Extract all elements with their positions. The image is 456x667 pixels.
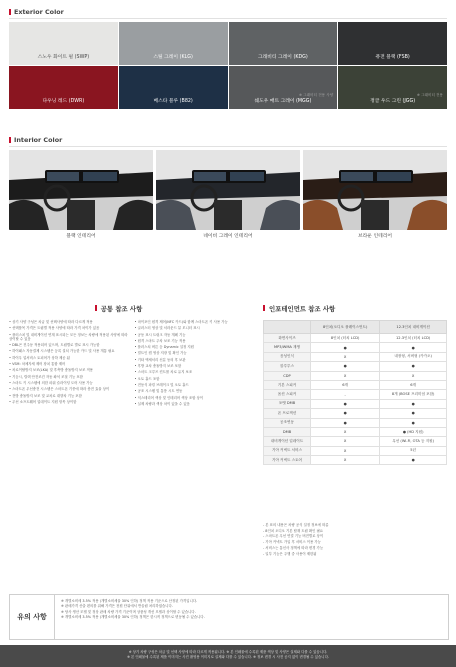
table-row bbox=[264, 380, 447, 389]
caution-box bbox=[9, 594, 449, 640]
color-swatch bbox=[229, 66, 338, 109]
table-row bbox=[264, 456, 447, 465]
color-swatch bbox=[338, 22, 447, 65]
table-cell: ● bbox=[380, 343, 447, 352]
table-cell: ● bbox=[311, 343, 380, 352]
table-cell: 5년 bbox=[380, 446, 447, 455]
table-cell: 12.3인치 (터치 LCD) bbox=[380, 334, 447, 343]
interior-gallery bbox=[9, 150, 447, 242]
table-cell: ● bbox=[311, 362, 380, 371]
table-note-line: - 서비스는 통신사 정책에 따라 변경 가능 bbox=[263, 545, 324, 550]
table-header: 8인치(오디오 플레이스먼트) bbox=[311, 321, 380, 334]
footer-line: ※ 상기 차량 구성은 차급 및 선택 사양에 따라 다르게 적용됩니다. ※ 본 인쇄물에 수록된 제품 색상 및 사양은 실제와 다를 수 있습니다. bbox=[128, 650, 328, 654]
row-label: 기아 커넥트 스토어 bbox=[264, 456, 311, 465]
infotainment-title: 인포테인먼트 참조 사항 bbox=[269, 304, 336, 313]
note-line: • 스마트폰 무선충전 시스템은 스마트폰 기종에 따라 충전 효율 상이 bbox=[9, 387, 110, 392]
table-cell: ● bbox=[380, 409, 447, 418]
table-note-line: - 8인치 오디오 기본 탑재 트림 확인 필요 bbox=[263, 528, 324, 533]
table-cell: ● bbox=[380, 456, 447, 465]
table-note-line: - 본 표의 내용은 차량 공식 설정 정보에 따름 bbox=[263, 523, 329, 527]
table-note-line: - 스마트폰 무선 연결 기능 버전별로 상이 bbox=[263, 534, 324, 539]
table-cell: - bbox=[311, 390, 380, 399]
section-marker bbox=[263, 305, 265, 311]
row-label: DMB bbox=[264, 427, 311, 436]
notes-left-column bbox=[9, 320, 131, 582]
table-cell: X bbox=[311, 446, 380, 455]
note-line: • 마이포인 원격 제어(NFC 카드)와 함께 스마트폰 키 사용 가능 bbox=[134, 320, 228, 324]
swatch-label: 스노우 화이트 펄 (SWP) bbox=[37, 55, 90, 60]
swatch-label: 다우닝 레드 (DWR) bbox=[42, 99, 85, 104]
note-line: • 기둥시, 릴렉 안전조건 자동 좌석 조절 기능 포함 bbox=[9, 374, 83, 379]
swatch-note: ※ 그래비티 전용 bbox=[416, 93, 443, 97]
color-swatch bbox=[9, 22, 118, 65]
note-line: • 플러스치 및 내비게이션 연계 표시되는 모든 정보는 차량에 적용된 사양에 따라 상이할 수 있음 bbox=[9, 332, 128, 341]
table-cell: ● bbox=[311, 399, 380, 408]
notes-columns bbox=[9, 320, 256, 582]
caution-line: ※ 개별소비세 3.5% 적용 (개별소비세율 30% 인하) 정책 적용 기준으로 산정된 가격입니다. bbox=[61, 599, 198, 603]
note-line: • 상기 사양 구성은 차급 및 선택사양에 따라 다르게 적용 bbox=[9, 320, 93, 324]
notes-heading bbox=[9, 300, 228, 316]
swatch-label: 스틸 그레이 (KLG) bbox=[153, 55, 193, 60]
note-line: • 하이패스 자동결제 시스템은 등록 설치 가능한 카드 및 사용 개통 필요 bbox=[9, 349, 115, 354]
note-line: • 하이우 업서비스 토피어가 상하 제공 됨 bbox=[9, 355, 70, 360]
section-marker bbox=[9, 137, 11, 143]
table-row bbox=[264, 343, 447, 352]
table-row bbox=[264, 371, 447, 380]
table-row bbox=[264, 399, 447, 408]
infotainment-table bbox=[263, 320, 447, 465]
table-row bbox=[264, 409, 447, 418]
note-line: • 후방 교차 충돌방지 보조 포함 bbox=[134, 364, 182, 369]
interior-photo bbox=[156, 150, 300, 230]
color-swatch bbox=[338, 66, 447, 109]
table-cell: X bbox=[311, 427, 380, 436]
row-label: 기아 커넥트 서비스 bbox=[264, 446, 311, 455]
note-line: • 공동 표시 트렁크 자동 개폐 기능 bbox=[134, 332, 186, 337]
row-label: CDP bbox=[264, 371, 311, 380]
table-cell: 8인치 (터치 LCD) bbox=[311, 334, 380, 343]
note-line: • 플러스치 버튼 등 Dynamic 설정 지원 bbox=[134, 345, 194, 350]
swatch-label: 그래비티 그레이 (KDG) bbox=[257, 55, 308, 60]
caution-body bbox=[55, 595, 448, 639]
footer-bar bbox=[0, 645, 456, 667]
table-note-line: - 일부 기능은 주행 중 사용이 제한됨 bbox=[263, 551, 317, 556]
interior-photo bbox=[9, 150, 153, 230]
interior-photo bbox=[303, 150, 447, 230]
table-row bbox=[264, 446, 447, 455]
caution-line: ※ 판매가격 산출 편의를 위해 가격은 천원 단위에서 반올림 처리하였습니다. bbox=[61, 604, 173, 609]
table-cell: X bbox=[311, 352, 380, 361]
table-cell: X bbox=[311, 437, 380, 446]
interior-caption: 브라운 인테리어 bbox=[358, 234, 392, 239]
table-row bbox=[264, 334, 447, 343]
row-label: 옵션 스피커 bbox=[264, 390, 311, 399]
swatch-label: 정글 우드 그린 (JGG) bbox=[370, 99, 416, 104]
interior-caption: 네이비 그레이 인테리어 bbox=[203, 234, 253, 239]
table-cell: ● (HD 지원) bbox=[380, 427, 447, 436]
note-line: • 전방 충돌방지 보조 및 교차로 대향차 기능 포함 bbox=[9, 393, 82, 398]
interior-item bbox=[156, 150, 300, 242]
section-marker bbox=[95, 305, 97, 311]
interior-caption: 블랙 인테리어 bbox=[66, 234, 96, 239]
table-cell: ● bbox=[311, 409, 380, 418]
table-cell: 내장형, 서버형 (카카오) bbox=[380, 352, 447, 361]
table-row bbox=[264, 352, 447, 361]
note-line: • 빌트인 캠 영상 저장 및 확인 가능 bbox=[134, 351, 187, 356]
color-swatch bbox=[229, 22, 338, 65]
row-label: 기본 스피커 bbox=[264, 380, 311, 389]
table-cell: 무선 (Wi-Fi, OTA 등 지원) bbox=[380, 437, 447, 446]
note-line: • 실제 차량과 색상 차이 있을 수 있음 bbox=[134, 401, 190, 406]
row-label: 공조연동 bbox=[264, 418, 311, 427]
divider bbox=[9, 18, 447, 19]
row-label: 포맷 DMB bbox=[264, 399, 311, 408]
note-line: • 원격 스마트 주차 보조 기능 적용 bbox=[134, 338, 186, 343]
footer-line: ※ 본 인쇄물에 수록된 제품 이미지는 사진 촬영용 이미지로 실제와 다를 수 있습니다. ※ 정보 변경 시 사전 공지 없이 변경될 수 있습니다. bbox=[127, 654, 329, 659]
note-line: • 익스테리어 색상 및 인테리어 색상 조합 상이 bbox=[134, 395, 203, 400]
divider bbox=[9, 146, 447, 147]
table-row bbox=[264, 418, 447, 427]
caution-line: ※ 개별소비세 3.5% 적용 (개별소비세율 30% 인하) 정책은 한시적 정책으로 변동될 수 있습니다. bbox=[61, 615, 205, 620]
table-cell: ● bbox=[380, 399, 447, 408]
exterior-title-text: Exterior Color bbox=[14, 8, 64, 16]
note-line: • VSM: 차체자세 제어 장치 통합 제어 bbox=[9, 362, 66, 367]
infotainment-heading bbox=[263, 300, 447, 316]
interior-section-title bbox=[9, 136, 62, 144]
note-line: • 무선 소프트웨어 업데이트 지원 항목 상이함 bbox=[9, 399, 77, 404]
note-line: • 선택품목 가격은 트림별 적용 사양에 따라 가격 차이가 있음 bbox=[9, 326, 100, 331]
note-line: • 스마트 크루즈 컨트롤 차로 유지 보조 bbox=[134, 370, 193, 375]
row-label: 블루투스 bbox=[264, 362, 311, 371]
table-cell: 6개 bbox=[311, 380, 380, 389]
table-header bbox=[264, 321, 311, 334]
table-row bbox=[264, 437, 447, 446]
interior-item bbox=[303, 150, 447, 242]
note-line: • 공조 시스템 및 통풍 시트 연동 bbox=[134, 389, 183, 394]
table-cell: X bbox=[311, 371, 380, 380]
note-line: • 기타 액세서리 신분 동의 후 보관 bbox=[134, 357, 186, 362]
interior-item bbox=[9, 150, 153, 242]
swatch-note: ※ 그래비티 전용 사양 bbox=[299, 93, 334, 97]
note-line: • 차로이탈방지 보조(LKA) 및 후측방 충돌방지 보조 적용 bbox=[9, 368, 94, 373]
table-row bbox=[264, 390, 447, 399]
table-note-line: - 기아 커넥트 가입 후 서비스 이용 가능 bbox=[263, 540, 321, 545]
caution-line: ※ 당사 생산 모델 및 정상 판매 차량 가격 기준이며 상품성 개선 모델과 상이할 수 있습니다. bbox=[61, 609, 196, 614]
color-swatch bbox=[9, 66, 118, 109]
table-row bbox=[264, 427, 447, 436]
note-line: • DBL은 진주동 적용되어 있으며, 트림별로 별로 표시 가능함 bbox=[9, 343, 100, 348]
swatch-label: 퓨전 블랙 (FSB) bbox=[375, 55, 410, 60]
row-label: MP3/WMA 재생 bbox=[264, 343, 311, 352]
color-swatch bbox=[119, 66, 228, 109]
interior-title-text: Interior Color bbox=[14, 136, 63, 144]
note-line: • 클러스터 영상 및 서라운드 뷰 모니터 표시 bbox=[134, 326, 200, 331]
table-cell: 6개 bbox=[380, 380, 447, 389]
table-row bbox=[264, 362, 447, 371]
row-label: 폰 프로젝션 bbox=[264, 409, 311, 418]
notes-title: 공통 참조 사항 bbox=[100, 304, 143, 313]
table-cell: ● bbox=[311, 418, 380, 427]
exterior-section-title bbox=[9, 8, 64, 16]
row-label: 화면사이즈 bbox=[264, 334, 311, 343]
row-label: 음성인식 bbox=[264, 352, 311, 361]
swatch-label: 쉐도우 매트 그레이 (MGG) bbox=[254, 99, 312, 104]
exterior-swatch-grid bbox=[9, 22, 447, 109]
swatch-label: 베스타 블루 (B82) bbox=[153, 99, 193, 104]
table-cell: X bbox=[380, 371, 447, 380]
infotainment-notes bbox=[263, 523, 447, 557]
note-line: • 스마트 키 시스템에 의한 파워 슬라이딩 도어 사용 가능 bbox=[9, 380, 93, 385]
note-line: • 전동식 파킹 브레이크 및 오토 홀드 bbox=[134, 382, 189, 387]
color-swatch bbox=[119, 22, 228, 65]
row-label: 내비게이션 업데이트 bbox=[264, 437, 311, 446]
caution-title: 유의 사항 bbox=[10, 595, 55, 639]
table-cell: ● bbox=[380, 418, 447, 427]
table-cell: 8개 (BOSE 프리미엄 포함) bbox=[380, 390, 447, 399]
table-cell: ● bbox=[380, 362, 447, 371]
table-header: 12.3인치 내비게이션 bbox=[380, 321, 447, 334]
footer-text bbox=[0, 645, 456, 659]
table-cell: X bbox=[311, 456, 380, 465]
notes-right-column bbox=[135, 320, 257, 582]
section-marker bbox=[9, 9, 11, 15]
note-line: • 오토 홀드 포함 bbox=[134, 376, 160, 381]
